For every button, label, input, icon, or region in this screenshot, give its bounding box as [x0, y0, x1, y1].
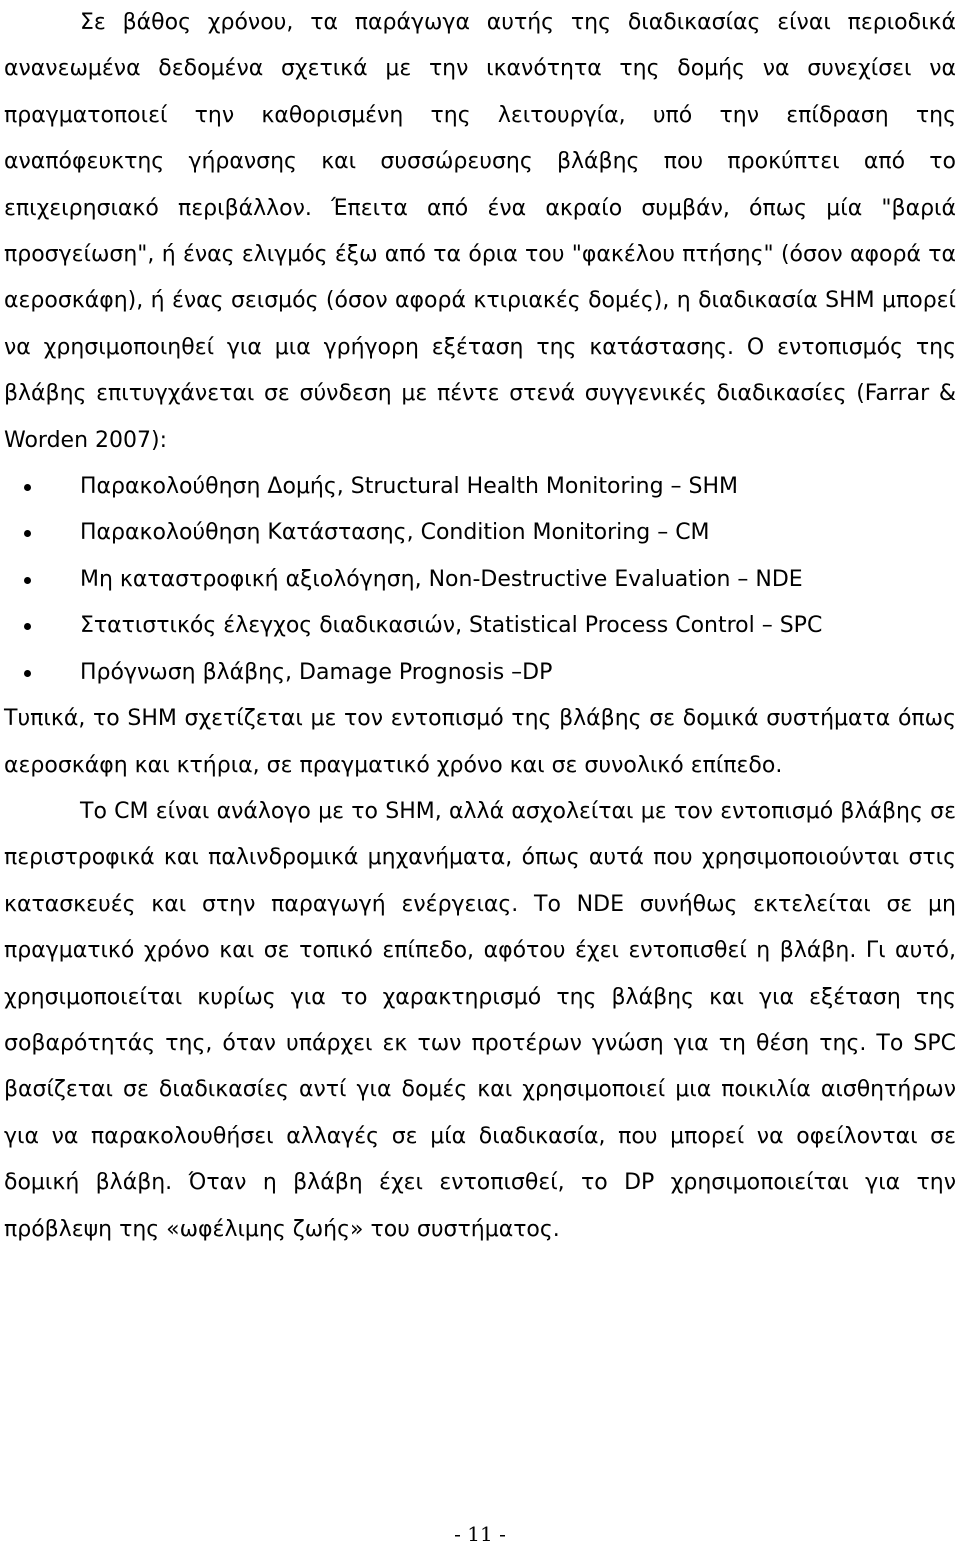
document-page [4, 0, 956, 1253]
list-item-text: Παρακολούθηση Δομής, Structural Health Monitoring – SHM [80, 474, 739, 500]
list-item [4, 650, 956, 696]
paragraph-shm: Τυπικά, το SHM σχετίζεται με τον εντοπισμό της βλάβης σε δομικά συστήματα όπως αεροσκάφη και κτήρια, σε πραγματικό χρόνο και σε συνολικό επίπεδο. [4, 706, 956, 778]
paragraph-cm-nde-spc-dp: Το CM είναι ανάλογο με το SHM, αλλά ασχολείται με τον εντοπισμό βλάβης σε περιστροφικά και παλινδρομικά μηχανήματα, όπως αυτά που χρησιμοποιούνται στις κατασκευές και στην παραγωγή ενέργειας. Το NDE συνήθως εκτελείται σε μη πραγματικό χρόνο και σε τοπικό επίπεδο, αφότου έχει εντοπισθεί η βλάβη. Γι αυτό, χρησιμοποιείται κυρίως για το χαρακτηρισμό της βλάβης και για εξέταση της σοβαρότητάς της, όταν υπάρχει εκ των προτέρων γνώση για τη θέση της. Το SPC βασίζεται σε διαδικασίες αντί για δομές και χρησιμοποιεί μια ποικιλία αισθητήρων για να παρακολουθήσει αλλαγές σε μία διαδικασία, που μπορεί να οφείλονται σε δομική βλάβη. Όταν η βλάβη έχει εντοπισθεί, το DP χρησιμοποιείται για την πρόβλεψη της «ωφέλιμης ζωής» του συστήματος. [4, 798, 956, 1242]
list-item [4, 557, 956, 603]
bullet-icon [24, 577, 31, 584]
bullet-icon [24, 530, 31, 537]
process-list [4, 464, 956, 696]
bullet-icon [24, 670, 31, 677]
bullet-icon [24, 623, 31, 630]
page-number: - 11 - [454, 1522, 506, 1546]
bullet-icon [24, 484, 31, 491]
list-item-text: Πρόγνωση βλάβης, Damage Prognosis –DP [80, 659, 553, 685]
paragraph-intro: Σε βάθος χρόνου, τα παράγωγα αυτής της διαδικασίας είναι περιοδικά ανανεωμένα δεδομένα σχετικά με την ικανότητα της δομής να συνεχίσει να πραγματοποιεί την καθορισμένη της λειτουργία, υπό την επίδραση της αναπόφευκτης γήρανσης και συσσώρευσης βλάβης που προκύπτει από το επιχειρησιακό περιβάλλον. Έπειτα από ένα ακραίο συμβάν, όπως μία "βαριά προσγείωση", ή ένας ελιγμός έξω από τα όρια του "φακέλου πτήσης" (όσον αφορά τα αεροσκάφη), ή ένας σεισμός (όσον αφορά κτιριακές δομές), η διαδικασία SHM μπορεί να χρησιμοποιηθεί για μια γρήγορη εξέταση της κατάστασης. Ο εντοπισμός της βλάβης επιτυγχάνεται σε σύνδεση με πέντε στενά συγγενικές διαδικασίες (Farrar & Worden 2007): [4, 10, 956, 453]
list-item [4, 510, 956, 556]
list-item-text: Παρακολούθηση Κατάστασης, Condition Monitoring – CM [80, 520, 710, 546]
list-item [4, 464, 956, 510]
list-item-text: Στατιστικός έλεγχος διαδικασιών, Statistical Process Control – SPC [80, 613, 823, 639]
list-item [4, 603, 956, 649]
list-item-text: Μη καταστροφική αξιολόγηση, Non-Destructive Evaluation – NDE [80, 566, 803, 592]
